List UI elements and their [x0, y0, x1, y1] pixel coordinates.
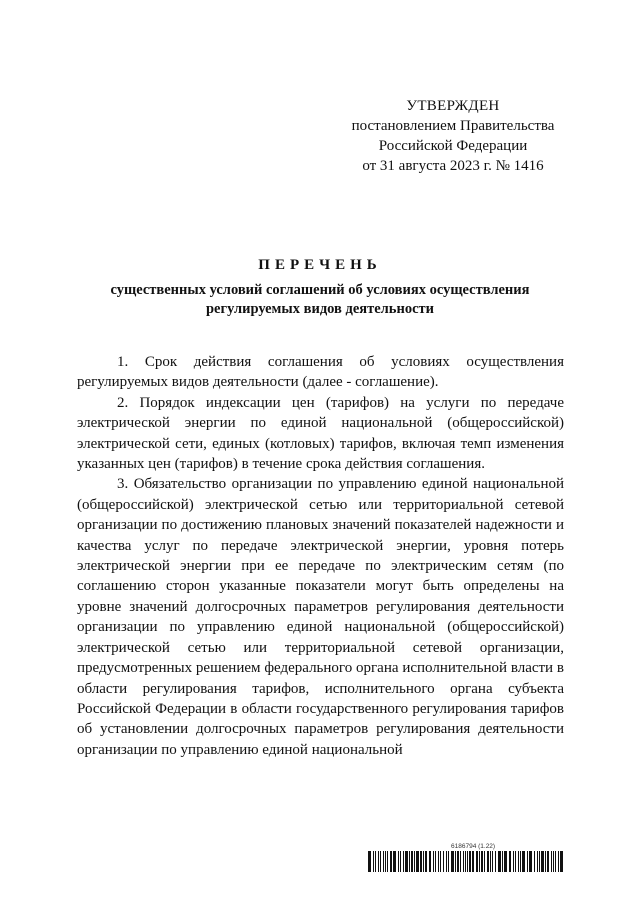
document-body [77, 352, 564, 760]
barcode-caption: 6186794 (1.22) [451, 843, 496, 850]
list-item-3: 3. Обязательство организации по управлению единой национальной (общероссийской) электрической сетью или территориальной сетевой организации по достижению плановых значений показателей надежности и качества услуг по передаче электрической энергии, уровня потерь электрической энергии при ее передаче по электрическим сетям (по соглашению сторон указанные показатели могут быть определены на уровне значений долгосрочных параметров регулирования деятельности организации по управлению единой национальной (общероссийской) электрической сетью или территориальной сетевой организации, предусмотренных решением федерального органа исполнительной власти в области регулирования тарифов, исполнительного органа субъекта Российской Федерации в области государственного регулирования тарифов об установлении долгосрочных параметров регулирования деятельности организации по управлению единой национальной [77, 476, 564, 758]
approval-line-1: постановлением Правительства [351, 118, 555, 134]
subtitle-line-1: существенных условий соглашений об условиях осуществления [110, 282, 530, 298]
approval-block [330, 96, 576, 176]
list-item-1: 1. Срок действия соглашения об условиях осуществления регулируемых видов деятельности (далее - соглашение). [77, 354, 564, 391]
barcode-image [368, 851, 564, 872]
approval-line-2: Российской Федерации [378, 138, 528, 154]
document-subtitle [60, 281, 580, 319]
approval-heading: УТВЕРЖДЕН [406, 98, 500, 114]
approval-date-number: от 31 августа 2023 г. № 1416 [362, 158, 544, 174]
subtitle-line-2: регулируемых видов деятельности [205, 301, 434, 317]
document-title: ПЕРЕЧЕНЬ [258, 257, 382, 273]
list-item-2: 2. Порядок индексации цен (тарифов) на услуги по передаче электрической энергии по единой национальной (общероссийской) электрической сети, единых (котловых) тарифов, включая темп изменения указанных цен (тарифов) в течение срока действия соглашения. [77, 394, 564, 473]
